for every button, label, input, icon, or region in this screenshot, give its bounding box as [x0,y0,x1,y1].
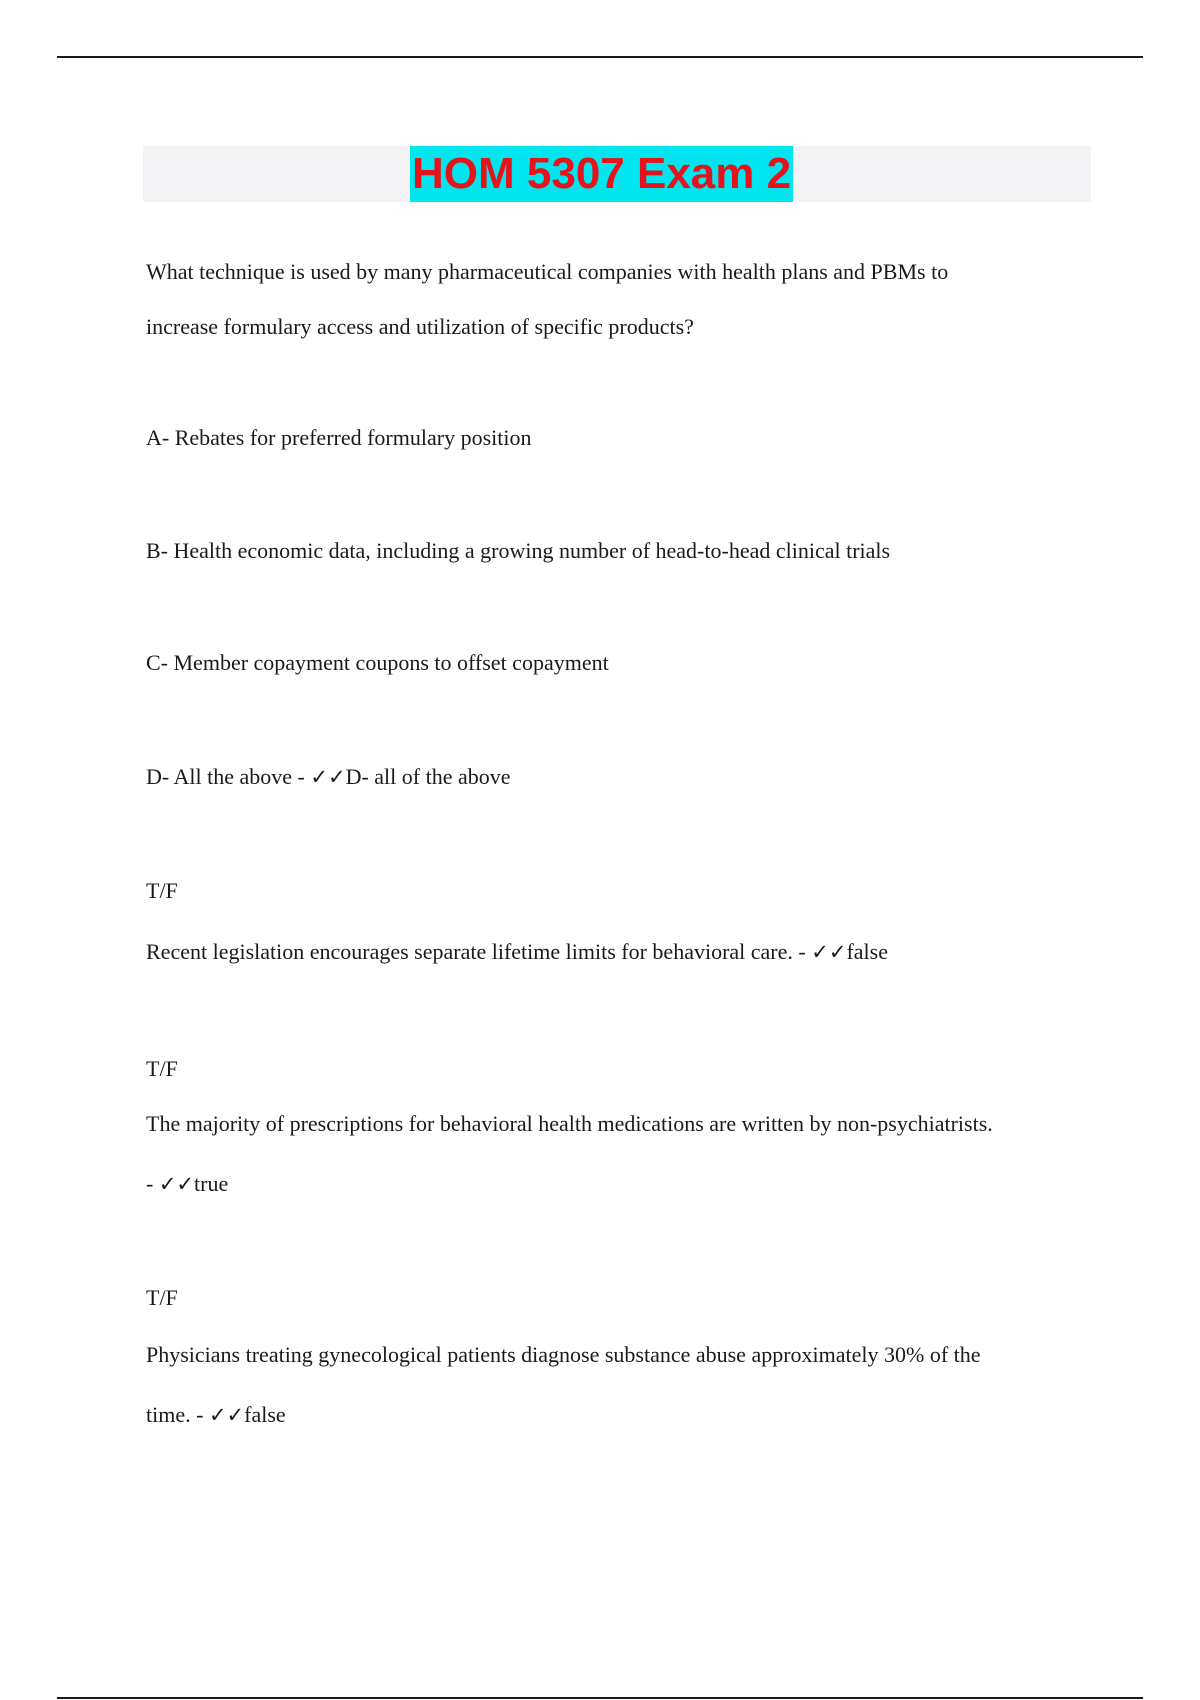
double-check-icon: ✓✓ [158,1172,195,1196]
q1-option-d: D- All the above - [146,764,311,789]
q3-type: T/F [146,1056,178,1081]
bottom-rule [57,1697,1143,1699]
q1-option-a: A- Rebates for preferred formulary position [146,425,532,450]
q2-type: T/F [146,878,178,903]
q1-option-c: C- Member copayment coupons to offset copayment [146,650,609,675]
q3-statement-line-1: The majority of prescriptions for behavioral health medications are written by non-psychiatrists. [146,1111,993,1136]
q1-option-d-row [146,763,511,791]
q4-answer: false [244,1402,286,1427]
q2-answer: false [846,939,888,964]
q3-statement-row [146,1170,228,1198]
q4-statement-line-1: Physicians treating gynecological patients diagnose substance abuse approximately 30% of the [146,1342,981,1367]
q2-statement-row [146,938,888,966]
double-check-icon: ✓✓ [811,940,847,964]
q1-question-line-2: increase formulary access and utilization of specific products? [146,314,694,339]
document-title: HOM 5307 Exam 2 [410,146,793,202]
double-check-icon: ✓✓ [208,1403,245,1427]
q1-answer: D- all of the above [345,764,511,789]
q4-type: T/F [146,1285,178,1310]
q3-answer: true [194,1171,229,1196]
q1-option-b: B- Health economic data, including a growing number of head-to-head clinical trials [146,538,891,563]
q2-statement: Recent legislation encourages separate lifetime limits for behavioral care. - [146,939,812,964]
q4-statement-line-2: time. - [146,1402,209,1427]
q1-question-line-1: What technique is used by many pharmaceutical companies with health plans and PBMs to [146,259,949,284]
q3-statement-line-2: - [146,1171,159,1196]
double-check-icon: ✓✓ [310,765,346,789]
q4-statement-row [146,1401,286,1429]
top-rule [57,56,1143,58]
